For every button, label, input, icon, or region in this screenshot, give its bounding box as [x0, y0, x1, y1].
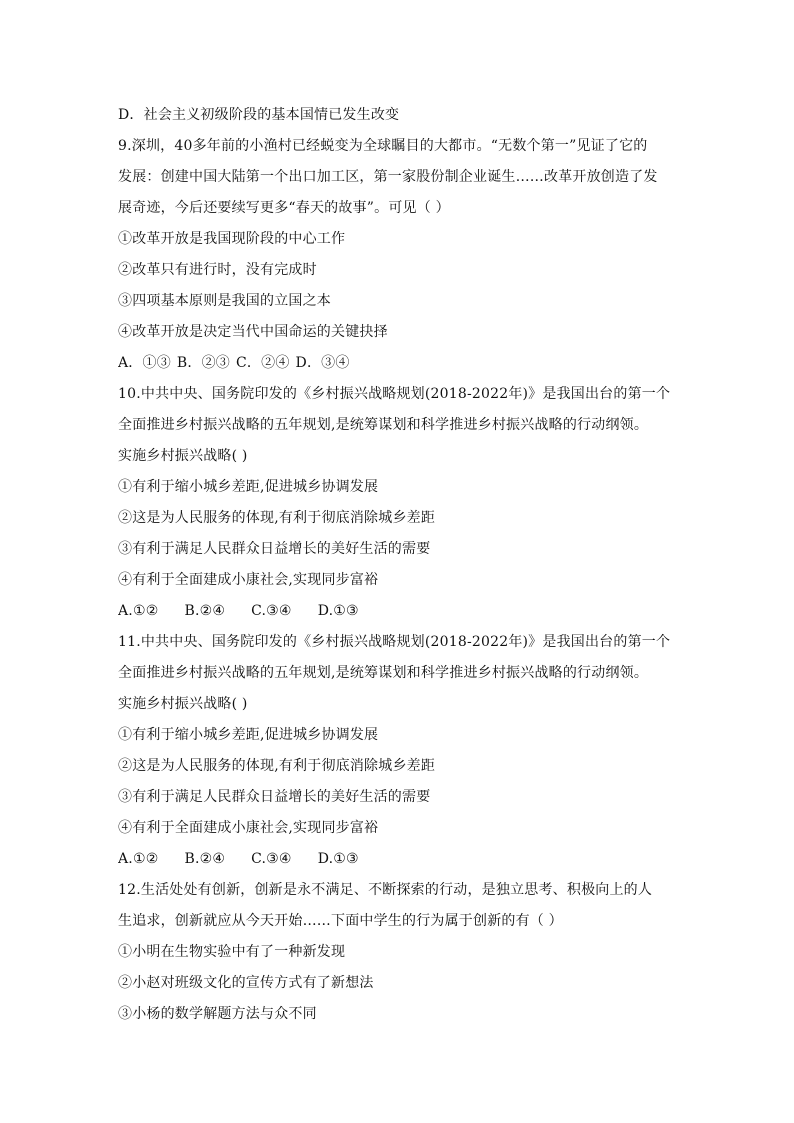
- statement-item: ④有利于全面建成小康社会,实现同步富裕: [118, 572, 379, 588]
- answer-options: [118, 348, 680, 379]
- question-12: [118, 875, 680, 1030]
- option-b: B．②③: [176, 355, 231, 371]
- question-stem-line: 全面推进乡村振兴战略的五年规划,是统筹谋划和科学推进乡村振兴战略的行动纲领。: [118, 665, 649, 681]
- option-d: D.①③: [317, 603, 359, 619]
- option-d: D.①③: [317, 851, 359, 867]
- statement-item: ③有利于满足人民群众日益增长的美好生活的需要: [118, 789, 431, 805]
- statement-item: ①小明在生物实验中有了一种新发现: [118, 944, 346, 960]
- question-stem-line: 实施乡村振兴战略( ): [118, 448, 248, 464]
- statement-item: ③四项基本原则是我国的立国之本: [118, 293, 331, 309]
- option-c: C．②④: [236, 355, 290, 371]
- statement-item: ①改革开放是我国现阶段的中心工作: [118, 231, 346, 247]
- answer-options: [118, 844, 680, 875]
- question-10: [118, 379, 680, 627]
- statement-item: ③有利于满足人民群众日益增长的美好生活的需要: [118, 541, 431, 557]
- option-c: C.③④: [251, 603, 292, 619]
- question-9: [118, 131, 680, 379]
- previous-question-option-d: D．社会主义初级阶段的基本国情已发生改变: [118, 107, 400, 123]
- option-b: B.②④: [184, 851, 226, 867]
- question-stem-line: 9.深圳，40多年前的小渔村已经蜕变为全球瞩目的大都市。“无数个第一”见证了它的: [118, 138, 648, 154]
- option-b: B.②④: [184, 603, 226, 619]
- statement-item: ①有利于缩小城乡差距,促进城乡协调发展: [118, 479, 379, 495]
- option-a: A.①②: [118, 851, 159, 867]
- statement-item: ④有利于全面建成小康社会,实现同步富裕: [118, 820, 379, 836]
- document-content: [118, 100, 680, 1030]
- statement-item: ③小杨的数学解题方法与众不同: [118, 1006, 317, 1022]
- statement-item: ②改革只有进行时，没有完成时: [118, 262, 317, 278]
- question-11: [118, 627, 680, 875]
- option-a: A．①③: [118, 355, 171, 371]
- option-a: A.①②: [118, 603, 159, 619]
- statement-item: ①有利于缩小城乡差距,促进城乡协调发展: [118, 727, 379, 743]
- option-d: D．③④: [295, 355, 350, 371]
- answer-options: [118, 596, 680, 627]
- question-stem-line: 10.中共中央、国务院印发的《乡村振兴战略规划(2018-2022年)》是我国出台的第一个: [118, 386, 671, 402]
- question-stem-line: 全面推进乡村振兴战略的五年规划,是统筹谋划和科学推进乡村振兴战略的行动纲领。: [118, 417, 649, 433]
- question-stem-line: 发展：创建中国大陆第一个出口加工区，第一家股份制企业诞生……改革开放创造了发: [118, 169, 658, 185]
- statement-item: ②小赵对班级文化的宣传方式有了新想法: [118, 975, 374, 991]
- question-stem-line: 展奇迹，今后还要续写更多“春天的故事”。可见（ ）: [118, 200, 450, 216]
- question-stem-line: 生追求，创新就应从今天开始……下面中学生的行为属于创新的有（ ）: [118, 913, 563, 929]
- statement-item: ②这是为人民服务的体现,有利于彻底消除城乡差距: [118, 510, 436, 526]
- question-stem-line: 11.中共中央、国务院印发的《乡村振兴战略规划(2018-2022年)》是我国出台的第一个: [118, 634, 671, 650]
- statement-item: ②这是为人民服务的体现,有利于彻底消除城乡差距: [118, 758, 436, 774]
- question-stem-line: 实施乡村振兴战略( ): [118, 696, 248, 712]
- option-c: C.③④: [251, 851, 292, 867]
- question-stem-line: 12.生活处处有创新，创新是永不满足、不断探索的行动，是独立思考、积极向上的人: [118, 882, 653, 898]
- statement-item: ④改革开放是决定当代中国命运的关键抉择: [118, 324, 388, 340]
